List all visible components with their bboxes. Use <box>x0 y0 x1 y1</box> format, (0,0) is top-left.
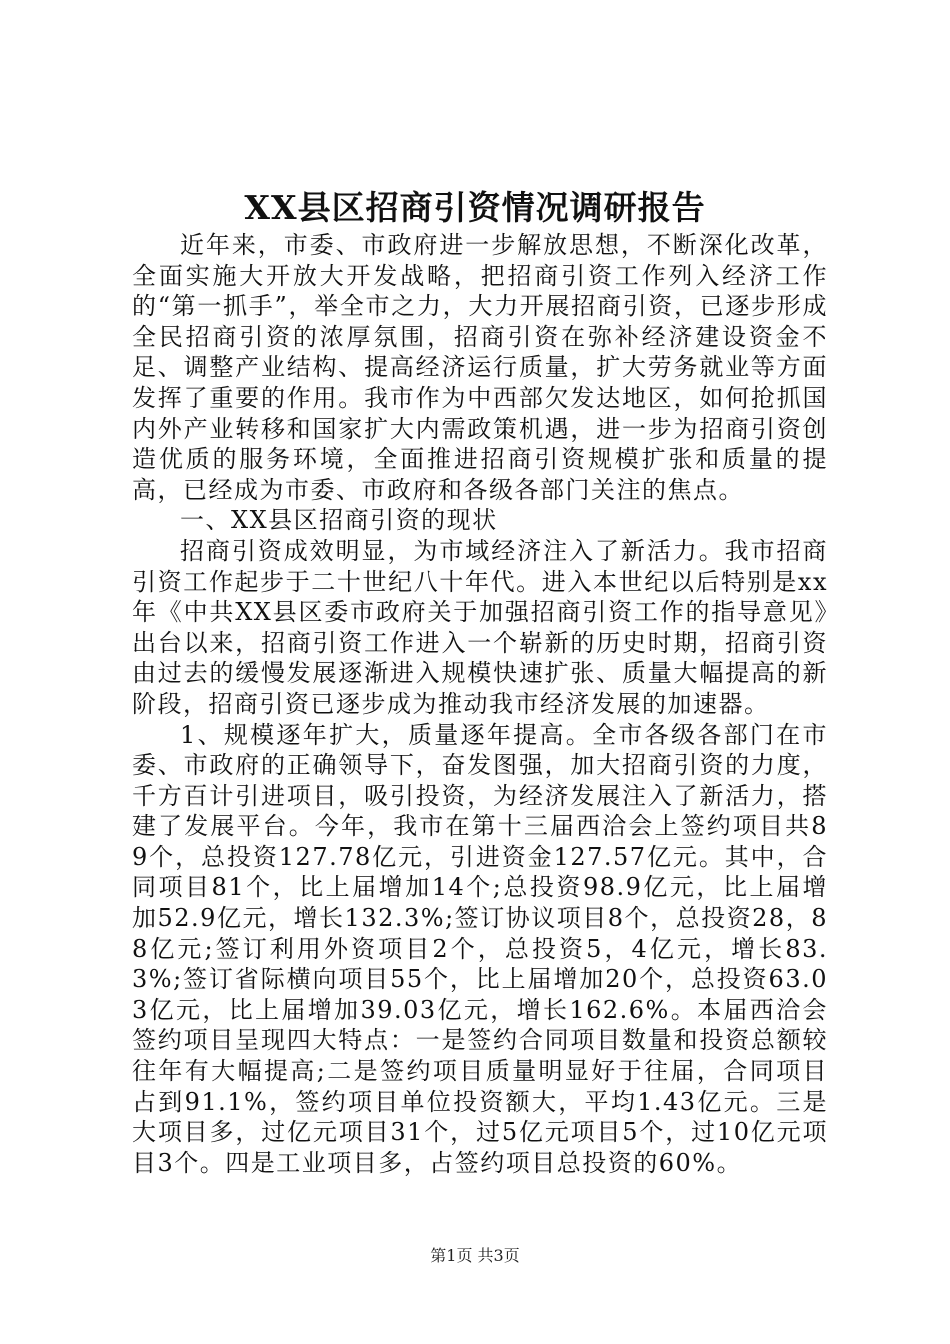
page-number-footer: 第1页 共3页 <box>430 1246 520 1265</box>
document-title: XX县区招商引资情况调研报告 <box>244 188 706 227</box>
section-heading: 一、XX县区招商引资的现状 <box>180 506 498 535</box>
intro-paragraph: 近年来，市委、市政府进一步解放思想，不断深化改革，全面实施大开放大开发战略，把招商引资工作列入经济工作的“第一抓手”，举全市之力，大力开展招商引资，已逐步形成全民招商引资的浓厚氛围，招商引资在弥补经济建设资金不足、调整产业结构、提高经济运行质量，扩大劳务就业等方面发挥了重要的作用。我市作为中西部欠发达地区，如何抢抓国内外产业转移和国家扩大内需政策机遇，进一步为招商引资创造优质的服务环境，全面推进招商引资规模扩张和质量的提高，已经成为市委、市政府和各级各部门关注的焦点。 <box>132 231 828 504</box>
status-paragraph: 招商引资成效明显，为市域经济注入了新活力。我市招商引资工作起步于二十世纪八十年代。进入本世纪以后特别是xx年《中共XX县区委市政府关于加强招商引资工作的指导意见》出台以来，招商引资工作进入一个崭新的历史时期，招商引资由过去的缓慢发展逐渐进入规模快速扩张、质量大幅提高的新阶段，招商引资已逐步成为推动我市经济发展的加速器。 <box>132 536 828 718</box>
scale-paragraph: 1、规模逐年扩大，质量逐年提高。全市各级各部门在市委、市政府的正确领导下，奋发图强，加大招商引资的力度，千方百计引进项目，吸引投资，为经济发展注入了新活力，搭建了发展平台。今年，我市在第十三届西洽会上签约项目共89个，总投资127.78亿元，引进资金127.57亿元。其中，合同项目81个，比上届增加14个;总投资98.9亿元，比上届增加52.9亿元，增长132.3%;签订协议项目8个，总投资28，88亿元;签订利用外资项目2个，总投资5，4亿元，增长83.3%;签订省际横向项目55个，比上届增加20个，总投资63.03亿元，比上届增加39.03亿元，增长162.6%。本届西洽会签约项目呈现四大特点：一是签约合同项目数量和投资总额较往年有大幅提高;二是签约项目质量明显好于往届，合同项目占到91.1%，签约项目单位投资额大，平均1.43亿元。三是大项目多，过亿元项目31个，过5亿元项目5个，过10亿元项目3个。四是工业项目多，占签约项目总投资的60%。 <box>132 720 828 1177</box>
document-body <box>132 230 828 1178</box>
